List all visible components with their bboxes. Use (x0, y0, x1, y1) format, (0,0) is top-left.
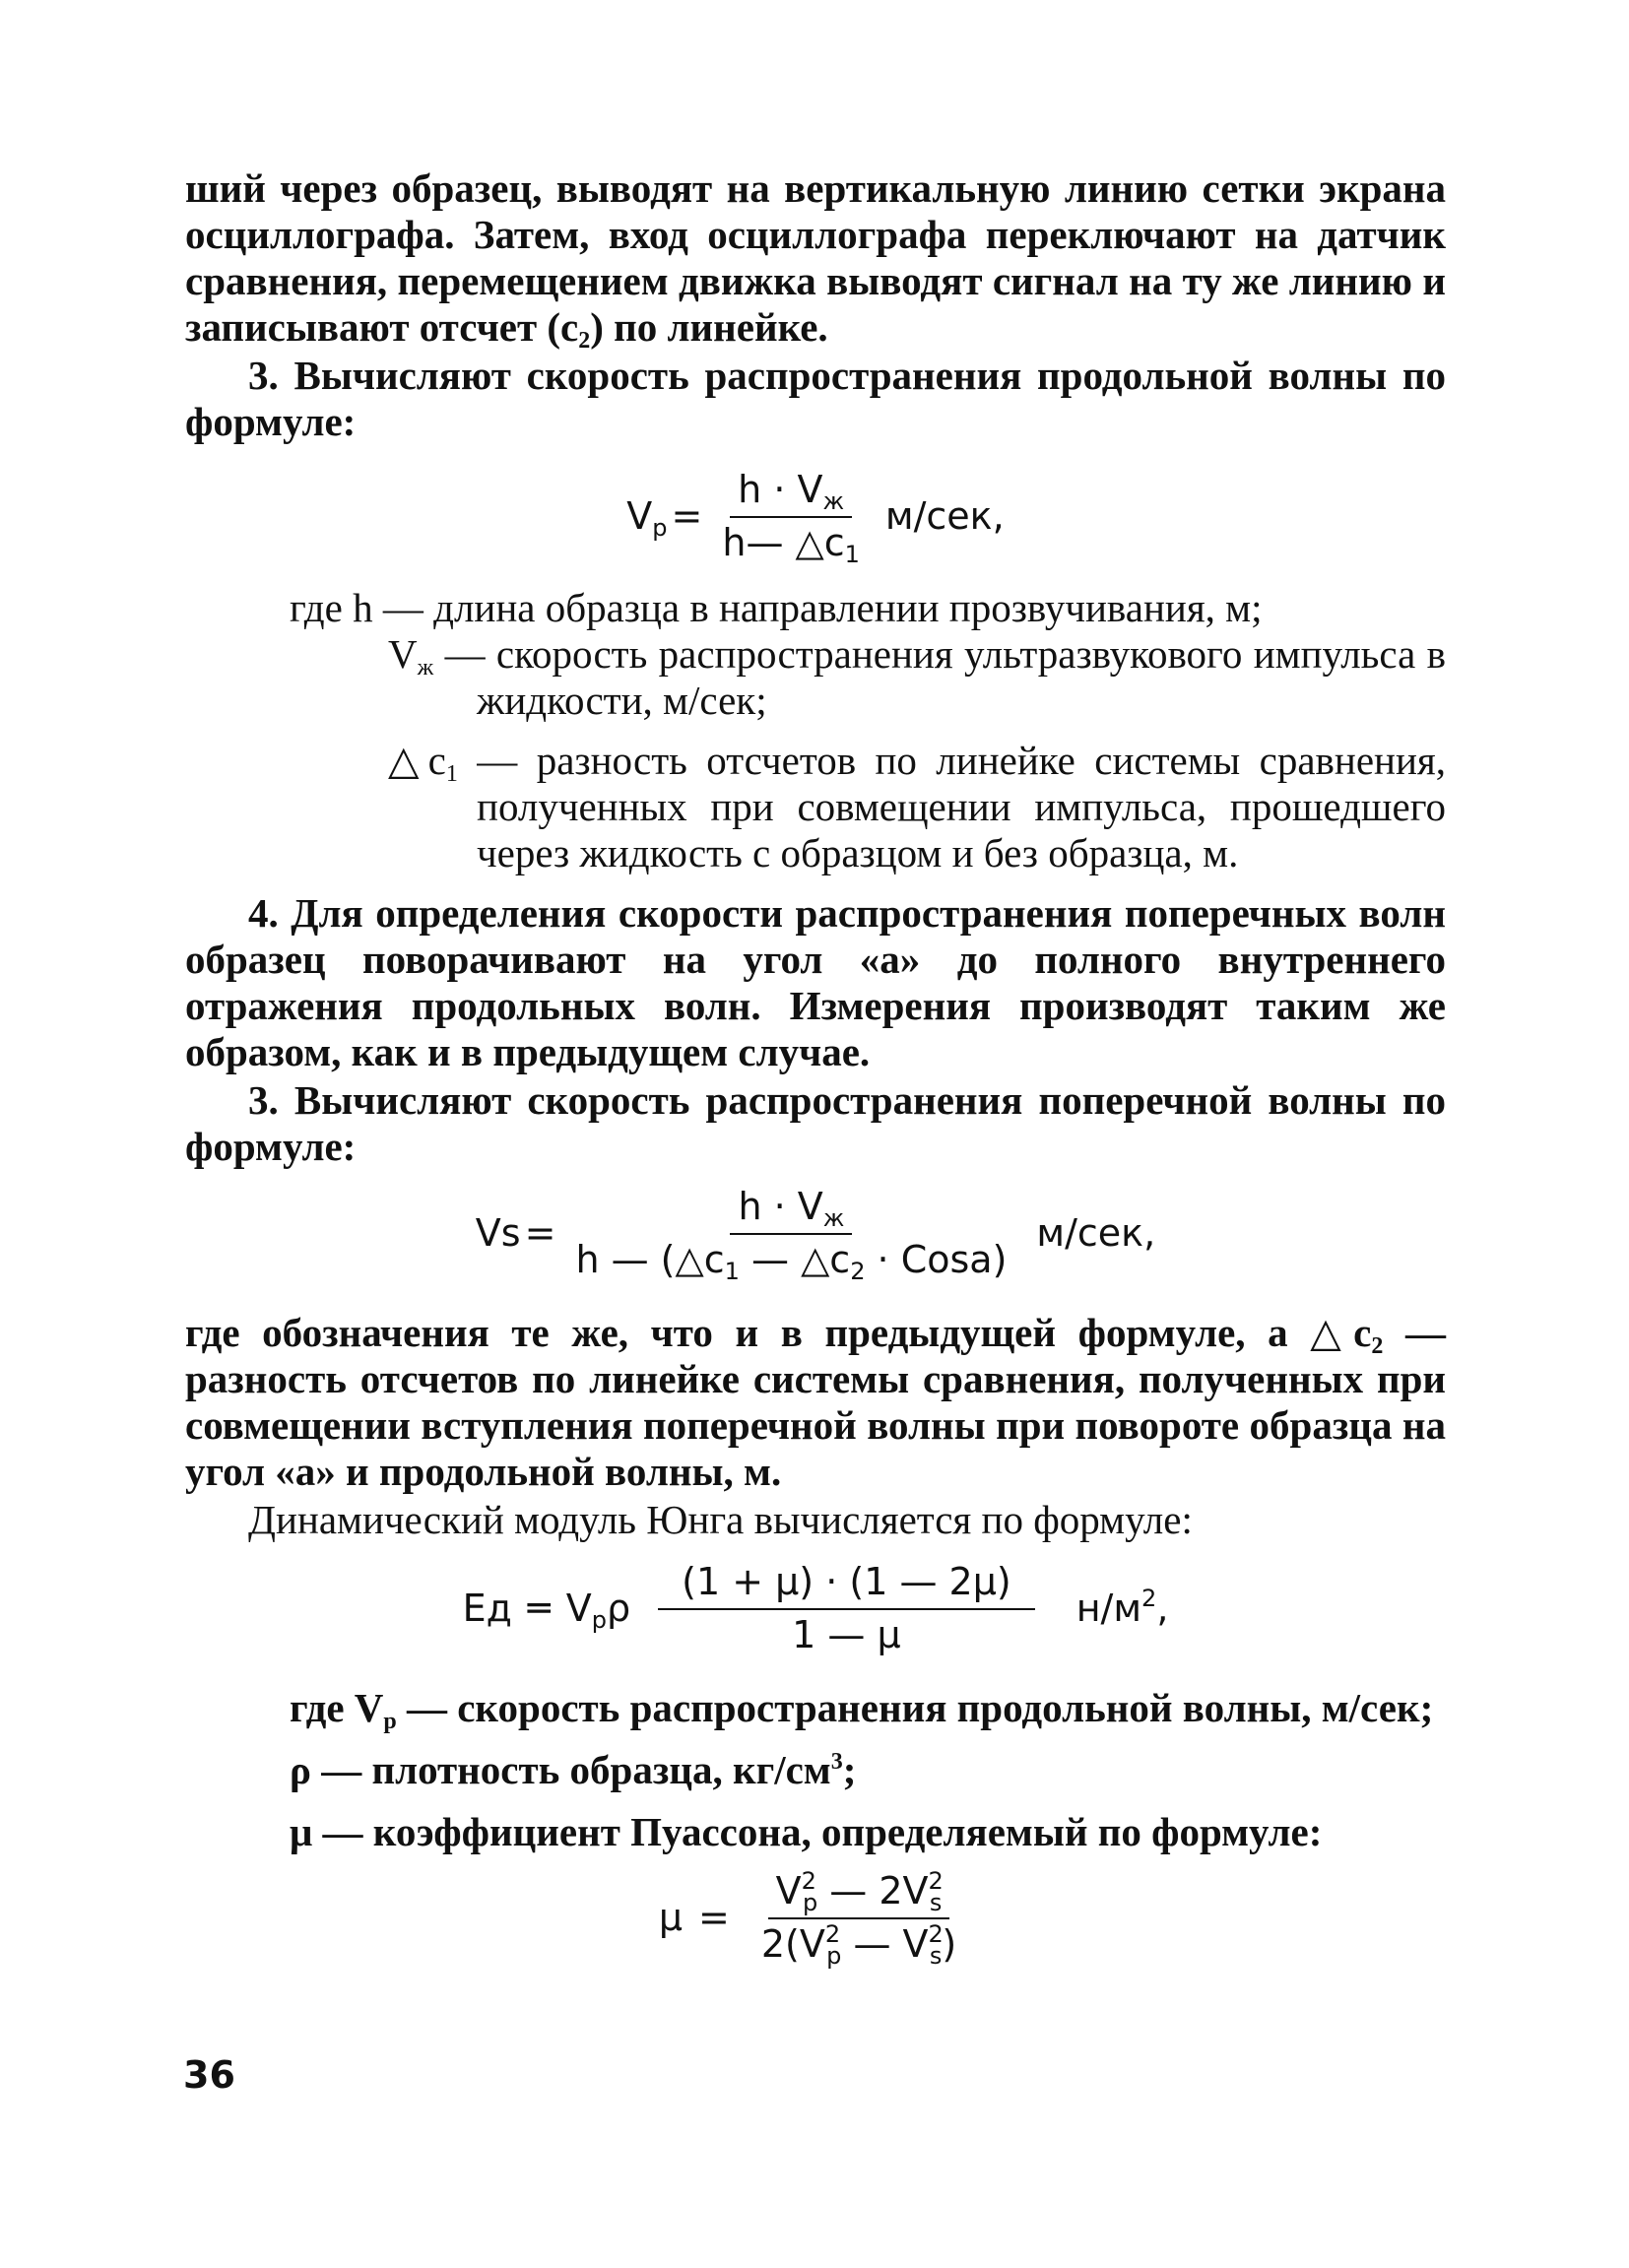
formula-fraction (753, 1867, 964, 1970)
definition-density: ρ — плотность образца, $кг/см^3$; (290, 1747, 857, 1792)
fraction-denominator: 1 — μ (792, 1613, 901, 1656)
formula-unit: $н/м^2$, (1075, 1585, 1169, 1631)
formula-fraction (658, 1561, 1035, 1656)
fraction-numerator: $V^2_p$ — $2V^2_s$ (768, 1870, 950, 1919)
formula-fraction (714, 468, 868, 568)
definition-vp: где $V_p$ — скорость распространения продольной волны, м/сек; (290, 1685, 1434, 1734)
formula-longitudinal-velocity: $V_p$ = $\frac{h \cdot V_ж}{h— \triangle c_1}$ м/сек, (626, 468, 1005, 568)
formula-unit: м/сек, (1036, 1211, 1156, 1256)
paragraph-notation: где обозначения те же, что и в предыдущей формуле, а $\triangle c_2$ — разность отсчетов по линейке системы сравнения, полученных при совмещении вступления поперечной волны при повороте образца на угол «а» и продольной волны, м. (185, 1310, 1446, 1494)
formula-lhs: μ (658, 1896, 684, 1940)
formula-lhs: $V_p$ (626, 494, 668, 543)
definition-poisson: μ — коэффициент Пуассона, определяемый по формуле: (290, 1809, 1323, 1854)
formula-transverse-velocity: Vs = $\frac{h \cdot V_ж}{h — (\triangle c_1 — \triangle c_2 \cdot Cosa)}$ м/сек, (475, 1185, 1156, 1285)
fraction-denominator: h — ($\triangle c_1$ — $\triangle c_2$ · Cosa) (575, 1238, 1008, 1285)
formula-poisson-ratio: μ = $\frac{V^2_p — 2V^2_s}{2(V^2_p — V^2_s)}$ (185, 1859, 1446, 1977)
fraction-numerator: $h \cdot V_ж$ (730, 469, 852, 518)
paragraph-step-4-transverse: 4. Для определения скорости распространения поперечных волн образец поворачивают на угол «а» до полного внутреннего отражения продольных волн. Измерения производят таким же образом, как и в предыдущем случае. (185, 890, 1446, 1074)
formula-lhs: Vs (475, 1211, 521, 1256)
page-number: 36 (183, 2053, 235, 2097)
fraction-denominator: $2(V^2_p$ — $V^2_s$) (760, 1920, 957, 1970)
fraction-denominator: h— $\triangle c_1$ (722, 521, 860, 568)
formula-young-modulus: Eд ═ $V_p\rho$ $\frac{(1 + \mu) \cdot (1 — 2\mu)}{1 — \mu}$ $н/м^2$, (462, 1560, 1169, 1656)
formula-unit: м/сек, (884, 494, 1005, 539)
definition-delta-c1: $\triangle c_1$ — разность отсчетов по линейке системы сравнения, полученных при совмещении импульса, прошедшего через жидкость с образцом и без образца, м. (388, 738, 1447, 875)
paragraph-young-modulus: Динамический модуль Юнга вычисляется по формуле: (248, 1497, 1193, 1542)
formula-lhs: Eд (462, 1587, 512, 1631)
paragraph-continuation: ший через образец, выводят на вертикальную линию сетки экрана осциллографа. Затем, вход осциллографа переключают на датчик сравнения, перемещением движка выводят сигнал на ту же линию и записывают отсчет $(с_2)$ по линейке. (185, 165, 1446, 354)
definition-h: где h — длина образца в направлении прозвучивания, м; (290, 585, 1263, 630)
paragraph-step-3-transverse: 3. Вычисляют скорость распространения поперечной волны по формуле: (185, 1077, 1446, 1169)
paragraph-step-3-longitudinal: 3. Вычисляют скорость распространения продольной волны по формуле: (185, 353, 1446, 444)
fraction-numerator: $h \cdot V_ж$ (730, 1186, 852, 1235)
definition-v-liquid: $V_ж$ — скорость распространения ультразвукового импульса в жидкости, м/сек; (388, 631, 1446, 723)
definitions-young (185, 1685, 1446, 1855)
fraction-numerator: (1 + μ) · (1 — 2μ) (658, 1561, 1035, 1610)
definitions-longitudinal (185, 585, 1446, 876)
formula-fraction (567, 1185, 1014, 1285)
page-content (185, 165, 1446, 1977)
